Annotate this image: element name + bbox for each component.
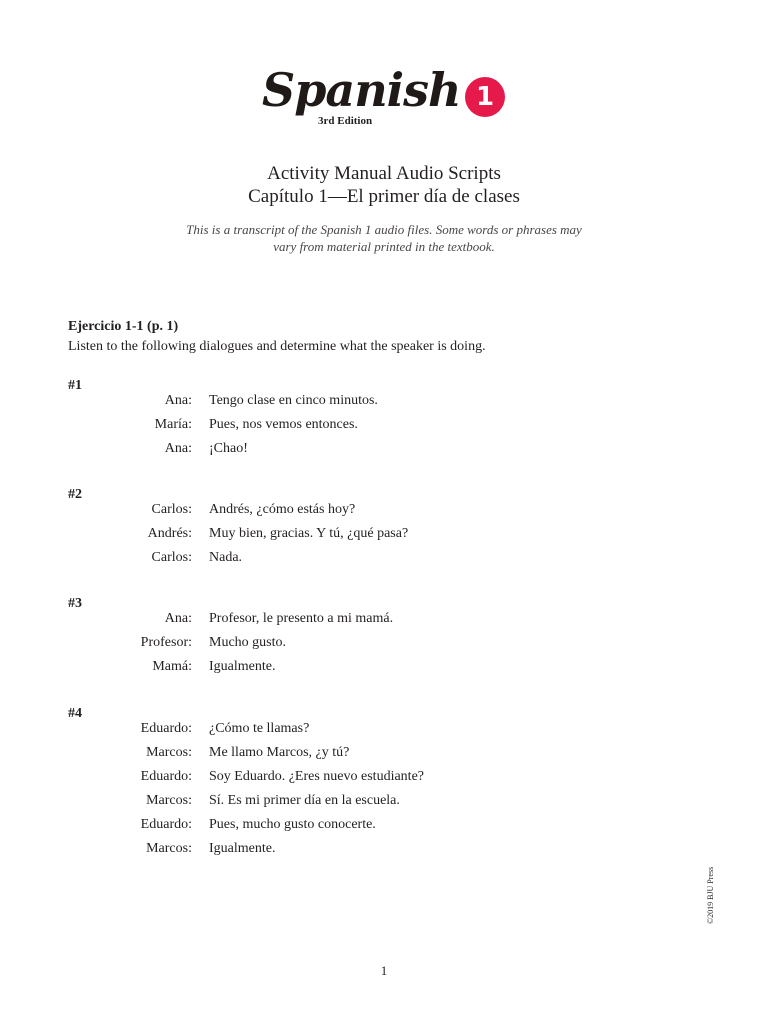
dialogue-line xyxy=(0,635,768,655)
dialogue-line xyxy=(0,441,768,461)
speaker-name: Andrés: xyxy=(147,526,192,541)
utterance-text: ¡Chao! xyxy=(209,441,248,456)
dialogue-line xyxy=(0,502,768,522)
speaker-name: Eduardo: xyxy=(140,769,192,784)
speaker-name: Ana: xyxy=(164,611,192,626)
dialogue-label: #3 xyxy=(68,596,82,611)
title-line-1: Activity Manual Audio Scripts xyxy=(267,163,501,184)
utterance-text: Nada. xyxy=(209,550,243,565)
exercise-instructions: Listen to the following dialogues and determine what the speaker is doing. xyxy=(68,339,486,354)
utterance-text: Pues, nos vemos entonces. xyxy=(209,417,358,432)
dialogue-label: #2 xyxy=(68,487,82,502)
logo-wordmark: Spanish xyxy=(262,63,461,117)
dialogue-line xyxy=(0,817,768,837)
utterance-text: Andrés, ¿cómo estás hoy? xyxy=(209,502,356,517)
transcript-note xyxy=(0,221,768,255)
utterance-text: Me llamo Marcos, ¿y tú? xyxy=(209,745,350,760)
copyright-notice: ©2019 BJU Press xyxy=(706,866,715,924)
speaker-name: Marcos: xyxy=(146,745,192,760)
speaker-name: Carlos: xyxy=(151,550,192,565)
spanish-1-logo xyxy=(0,60,768,132)
title-line-2: Capítulo 1—El primer día de clases xyxy=(248,186,520,207)
utterance-text: Profesor, le presento a mi mamá. xyxy=(209,611,394,626)
dialogue-line xyxy=(0,417,768,437)
utterance-text: Pues, mucho gusto conocerte. xyxy=(209,817,376,832)
dialogue-line xyxy=(0,550,768,570)
dialogue-line xyxy=(0,611,768,631)
dialogue-line xyxy=(0,745,768,765)
utterance-text: ¿Cómo te llamas? xyxy=(209,721,310,736)
speaker-name: Marcos: xyxy=(146,793,192,808)
utterance-text: Igualmente. xyxy=(209,659,276,674)
page-number: 1 xyxy=(380,963,388,978)
speaker-name: Eduardo: xyxy=(140,817,192,832)
exercise-heading: Ejercicio 1-1 (p. 1) xyxy=(68,319,179,334)
speaker-name: Carlos: xyxy=(151,502,192,517)
dialogue-line xyxy=(0,393,768,413)
speaker-name: Profesor: xyxy=(140,635,192,650)
utterance-text: Tengo clase en cinco minutos. xyxy=(209,393,378,408)
utterance-text: Sí. Es mi primer día en la escuela. xyxy=(209,793,400,808)
speaker-name: Ana: xyxy=(164,393,192,408)
logo-edition: 3rd Edition xyxy=(318,115,373,127)
dialogue-line xyxy=(0,841,768,861)
dialogue-label: #1 xyxy=(68,378,82,393)
dialogue-line xyxy=(0,526,768,546)
speaker-name: Ana: xyxy=(164,441,192,456)
utterance-text: Soy Eduardo. ¿Eres nuevo estudiante? xyxy=(209,769,424,784)
dialogue-line xyxy=(0,793,768,813)
speaker-name: Mamá: xyxy=(152,659,192,674)
logo-number-badge: 1 xyxy=(465,77,505,117)
transcript-note-line-2: vary from material printed in the textbook. xyxy=(273,239,495,254)
utterance-text: Mucho gusto. xyxy=(209,635,286,650)
speaker-name: Eduardo: xyxy=(140,721,192,736)
dialogue-line xyxy=(0,721,768,741)
speaker-name: Marcos: xyxy=(146,841,192,856)
utterance-text: Muy bien, gracias. Y tú, ¿qué pasa? xyxy=(209,526,409,541)
speaker-name: María: xyxy=(154,417,192,432)
document-title xyxy=(0,162,768,208)
dialogue-line xyxy=(0,769,768,789)
transcript-note-line-1: This is a transcript of the Spanish 1 audio files. Some words or phrases may xyxy=(186,222,582,237)
utterance-text: Igualmente. xyxy=(209,841,276,856)
dialogue-label: #4 xyxy=(68,706,82,721)
dialogue-line xyxy=(0,659,768,679)
